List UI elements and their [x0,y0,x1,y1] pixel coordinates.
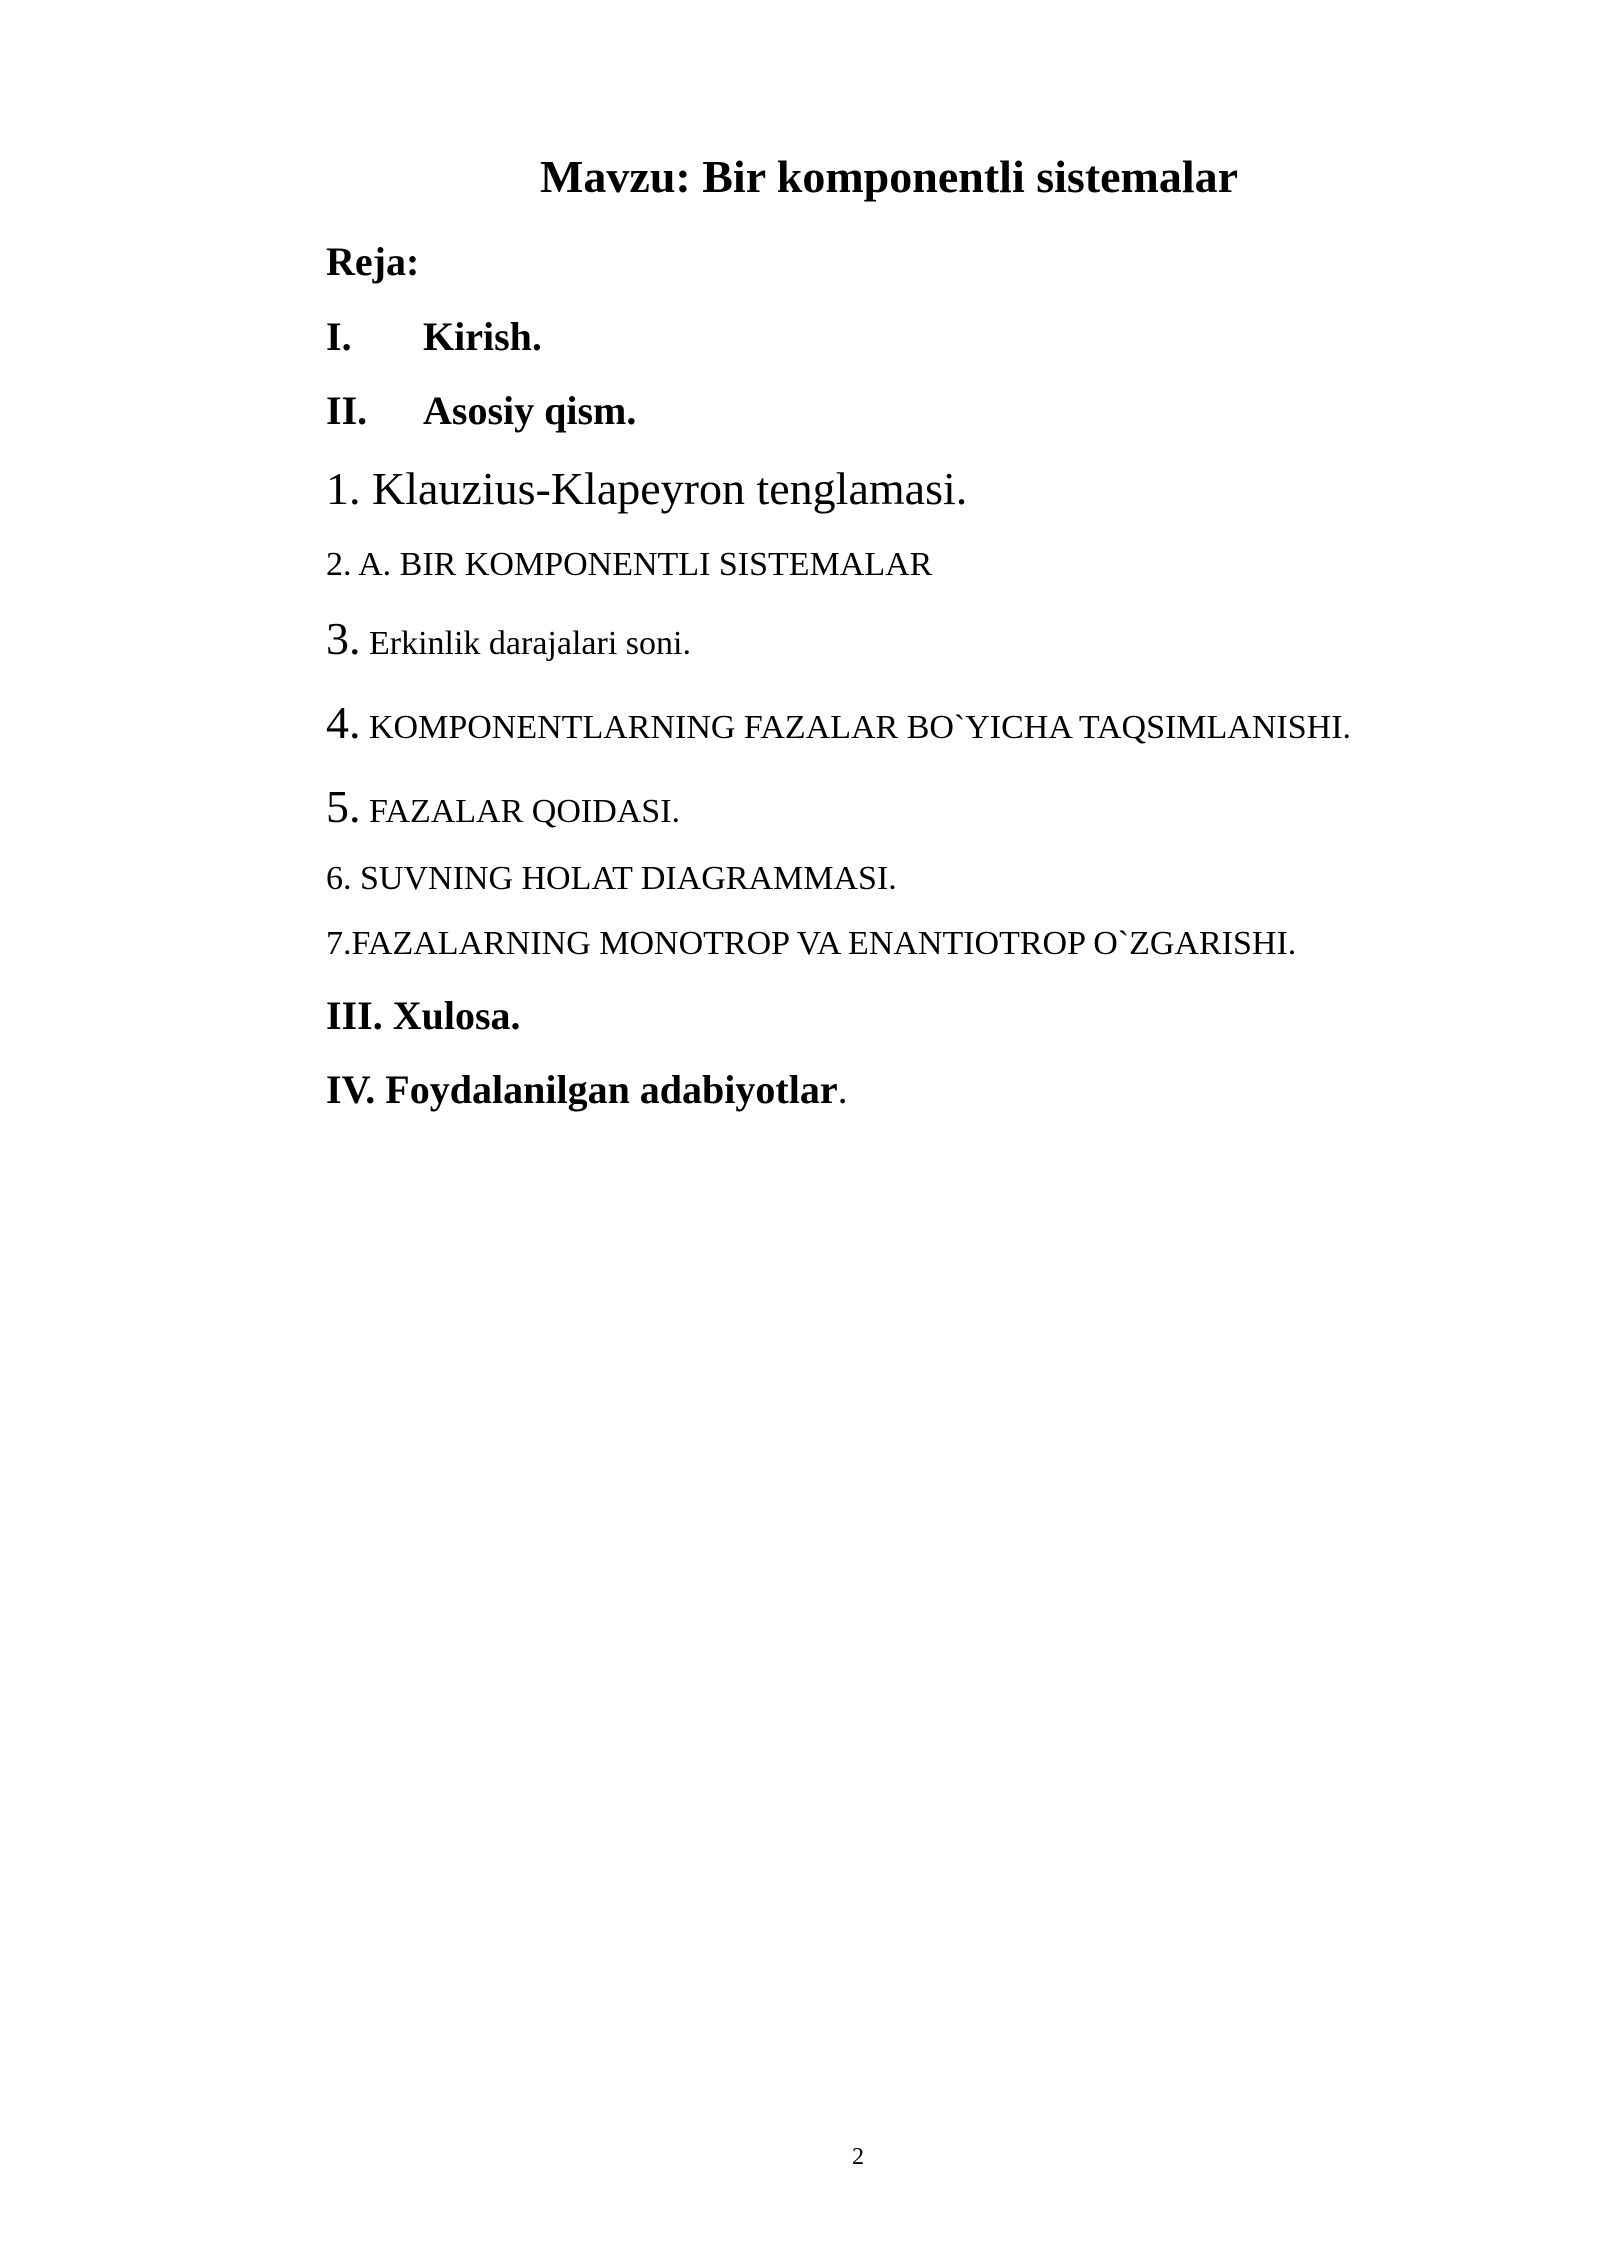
page-number: 2 [852,2144,864,2170]
plan-item-2 [326,546,932,584]
item-text: FAZALAR QOIDASI. [360,793,681,830]
plan-item-1 [326,462,967,515]
document-title: Mavzu: Bir komponentli sistemalar [540,151,1239,202]
item-number: 5. [326,781,361,832]
item-number: 1. [326,463,361,514]
section-text: Foydalanilgan adabiyotlar [375,1067,838,1112]
section-text: Asosiy qism. [423,388,637,433]
section-text: Kirish. [423,314,542,359]
plan-item-4 [326,696,1351,749]
section-introduction [326,313,542,360]
item-number: 2. [326,546,352,583]
item-text: SUVNING HOLAT DIAGRAMMASI. [351,860,897,897]
item-text: Erkinlik darajalari soni. [360,625,691,662]
plan-item-6 [326,860,897,898]
section-text-period: . [837,1067,848,1112]
section-references [326,1066,848,1113]
section-number: IV. [326,1067,376,1112]
item-number: 7. [326,925,352,962]
item-number: 4. [326,697,361,748]
plan-item-3 [326,612,691,665]
plan-item-5 [326,780,680,833]
item-number: 3. [326,613,361,664]
section-number: II. [326,388,368,433]
item-number: 6. [326,860,352,897]
section-number: III. [326,993,383,1038]
plan-label: Reja: [326,239,420,284]
item-text: A. BIR KOMPONENTLI SISTEMALAR [351,546,933,583]
section-text: Xulosa. [382,993,521,1038]
plan-item-7 [326,925,1296,963]
section-number: I. [326,314,352,359]
section-conclusion [326,992,521,1039]
item-text: KOMPONENTLARNING FAZALAR BO`YICHA TAQSIMLANISHI. [360,709,1352,746]
item-text: FAZALARNING MONOTROP VA ENANTIOTROP O`ZGARISHI. [351,925,1297,962]
item-text: Klauzius-Klapeyron tenglamasi. [360,463,968,514]
section-main-part [326,387,636,434]
